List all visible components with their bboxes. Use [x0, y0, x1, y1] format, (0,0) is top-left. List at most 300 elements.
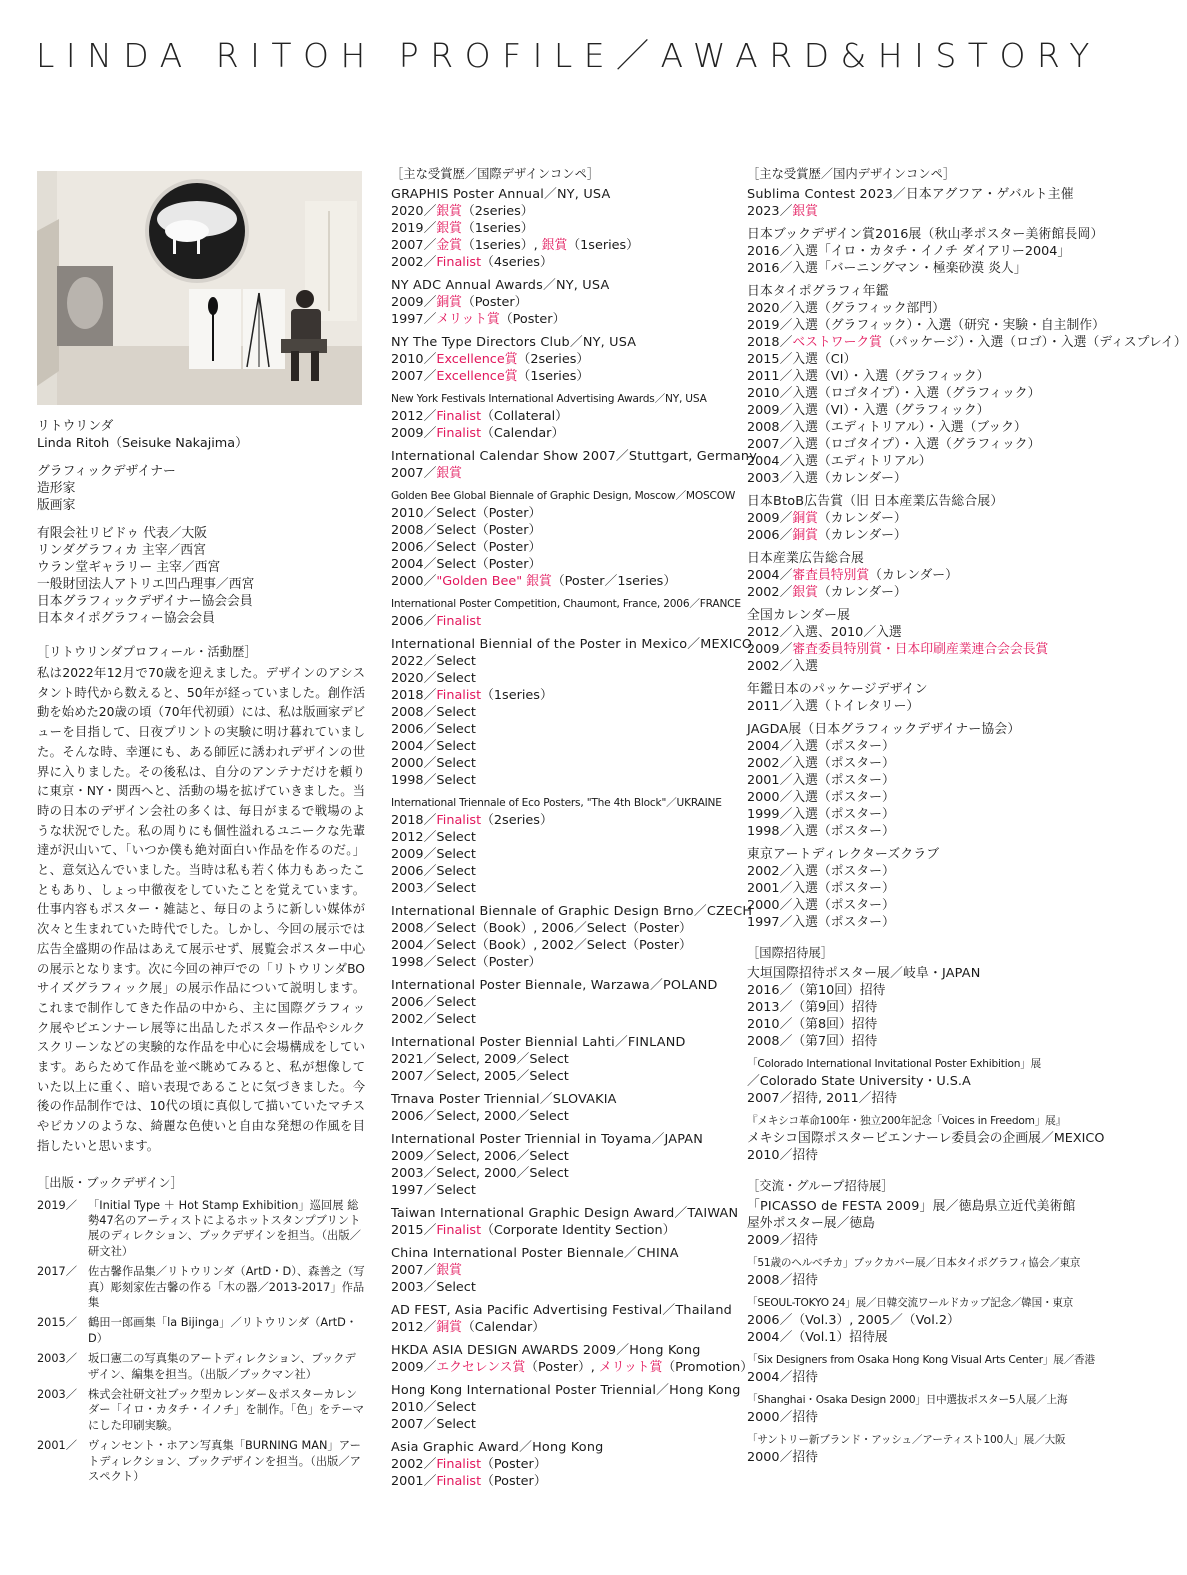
affiliation-item: 一般財団法人アトリエ凹凸理事／西宮 — [37, 577, 255, 592]
entry-line — [747, 510, 1087, 527]
entry-line — [391, 613, 731, 630]
entry-line — [391, 994, 731, 1011]
entry-text: （カレンダー） — [817, 585, 907, 600]
entry-text: 1997／Select — [391, 1183, 476, 1198]
entry-text: 2000／入選（ポスター） — [747, 898, 895, 913]
entry-text: 2008／（第7回）招待 — [747, 1034, 878, 1049]
award-entry — [747, 1432, 1087, 1466]
entry-text: 1998／入選（ポスター） — [747, 824, 895, 839]
entry-line — [747, 789, 1087, 806]
entry-line — [391, 425, 731, 442]
award-highlight: 銀賞 — [436, 466, 462, 481]
entry-text: 2007／ — [391, 369, 437, 384]
bio-text: 私は2022年12月で70歳を迎えました。デザインのアシスタント時代から数えると、50年が経っていました。創作活動を始めた20歳の頃（70年代初頭）には、私は版画家デビューを目指して、日夜プリントの実験に明け暮れていました。そんな時、幸運にも、ある師匠に誘われデザインの世界に入りました。その後私は、自分のアンテナだけを頼りに東京・NY・関西へと、活動の場を拡げていきました。当時の日本のデザイン会社の多くは、毎日がまるで戦場のような状況でした。私の周りにも個性溢れるユニークな先輩達が沢山いて、「いつか僕も絶対面白い作品を作るのだ。」と、意気込んでいました。当時は私も若く体力もあったこともあり、しょっ中徹夜をしていたことを覚えています。仕事内容もポスター・雑誌と、毎日のように新しい媒体が次々と生まれていた時代でした。しかし、今回の展示では広告全盛期の作品はあえて展示せず、展覧会ポスター中心の展示となります。次に今回の神戸での「リトウリンダBOサイズグラフィック展」の展示作品について説明します。これまで制作してきた作品の中から、主に国際グラフィック展やビエンナーレ展等に出品したポスター作品やシルクスクリーンなどの実験的な作品を中心に会場構成をしています。あらためて作品を並べ眺めてみると、私が想像していた以上に重く、暗い表現であることに気づきました。今後の作品制作では、10代の頃に真似して描いていたマチスやピカソのような、綺麗な色使いと自由な発想の作風を目指したいと思います。 — [37, 666, 365, 1153]
entry-line — [747, 243, 1087, 260]
entry-line — [747, 436, 1087, 453]
entry-text: 2000／入選（ポスター） — [747, 790, 895, 805]
entry-text: 2011／入選（VI）・入選（グラフィック） — [747, 369, 990, 384]
entry-heading: 日本産業広告総合展 — [747, 551, 864, 566]
entry-line — [391, 368, 731, 385]
entry-text: （1series） — [481, 688, 553, 703]
entry-line — [747, 999, 1087, 1016]
entry-line — [747, 806, 1087, 823]
entry-line — [747, 351, 1087, 368]
award-highlight: 銀賞 — [436, 204, 462, 219]
publications-list — [37, 1198, 365, 1485]
entry-text: 2006／Select, 2000／Select — [391, 1109, 569, 1124]
entry-line — [391, 1359, 754, 1376]
entry-text: 1997／入選（ポスター） — [747, 915, 895, 930]
entry-line — [391, 738, 731, 755]
entry-text: 2010／招待 — [747, 1148, 818, 1163]
entry-line — [391, 1399, 731, 1416]
publication-year: 2003／ — [37, 1388, 78, 1402]
entry-text: 2013／（第9回）招待 — [747, 1000, 878, 1015]
domestic-awards-list — [747, 186, 1187, 931]
entry-text: 2021／Select, 2009／Select — [391, 1052, 569, 1067]
entry-heading: International Poster Competition, Chaumont, France, 2006／FRANCE — [391, 598, 741, 610]
role-item: 造形家 — [37, 481, 76, 496]
entry-text: （Poster／1series） — [551, 574, 677, 589]
entry-line — [391, 687, 731, 704]
entry-line — [391, 1182, 731, 1199]
award-entry — [391, 1439, 731, 1490]
entry-text: 2006／Select — [391, 995, 476, 1010]
publication-year: 2015／ — [37, 1316, 78, 1330]
entry-text: メキシコ国際ポスタービエンナーレ委員会の企画展／MEXICO — [747, 1131, 1105, 1146]
award-entry — [391, 448, 757, 482]
entry-text: 2010／Select（Poster） — [391, 506, 542, 521]
award-entry — [391, 1091, 731, 1125]
entry-line — [747, 772, 1087, 789]
award-highlight: 銅賞 — [436, 1320, 462, 1335]
entry-line — [391, 704, 731, 721]
entry-text: 2009／ — [747, 642, 793, 657]
entry-line — [391, 721, 731, 738]
entry-text: 2002／入選（ポスター） — [747, 756, 895, 771]
entry-text: 2020／入選（グラフィック部門） — [747, 301, 945, 316]
entry-text: 2000／ — [391, 574, 437, 589]
entry-line — [747, 584, 1087, 601]
entry-line — [747, 527, 1087, 544]
award-highlight: 銀賞 — [792, 585, 818, 600]
entry-text: （Collateral） — [481, 409, 568, 424]
award-highlight: 審査員特別賞 — [792, 568, 870, 583]
name-english: Linda Ritoh（Seisuke Nakajima） — [37, 436, 248, 451]
entry-line — [747, 863, 1087, 880]
entry-text: （2series） — [517, 352, 590, 367]
entry-text: 2009／ — [391, 295, 437, 310]
entry-text: 2009／ — [747, 511, 793, 526]
roles-list — [37, 463, 365, 514]
award-entry — [391, 1342, 754, 1376]
entry-heading: Hong Kong International Poster Triennial／Hong Kong — [391, 1383, 741, 1398]
entry-line — [747, 880, 1087, 897]
entry-heading: NY The Type Directors Club／NY, USA — [391, 335, 637, 350]
award-highlight: Finalist — [436, 688, 482, 703]
award-entry — [747, 1255, 1087, 1289]
entry-text: （Poster） — [481, 1474, 547, 1489]
entry-text: 1997／ — [391, 312, 437, 327]
entry-text: 2004／招待 — [747, 1370, 818, 1385]
publication-text: 「Initial Type ＋ Hot Stamp Exhibition」巡回展 総勢47名のアーティストによるホットスタンプブリント展のディレクション、ブックデザインを担当。（出版／研文社） — [88, 1198, 361, 1258]
award-highlight: 審査委員特別賞・日本印刷産業連合会会長賞 — [792, 642, 1049, 657]
entry-line — [747, 1090, 1087, 1107]
entry-line — [391, 311, 731, 328]
award-highlight: 銀賞 — [792, 204, 818, 219]
entry-text: 2000／Select — [391, 756, 476, 771]
entry-line — [391, 1051, 731, 1068]
award-entry — [747, 1295, 1087, 1346]
entry-text: 2012／入選、2010／入選 — [747, 625, 902, 640]
award-entry — [747, 721, 1087, 840]
intl-awards-column — [391, 166, 757, 1496]
entry-text: 2009／入選（VI）・入選（グラフィック） — [747, 403, 990, 418]
page-title: LINDA RITOH PROFILE／AWARD&HISTORY — [36, 36, 1101, 75]
entry-text: 2012／ — [391, 409, 437, 424]
award-entry — [391, 277, 731, 328]
entry-text: （Calendar） — [481, 426, 565, 441]
entry-line — [747, 1033, 1087, 1050]
entry-line — [747, 1232, 1087, 1249]
entry-text: 2009／ — [391, 426, 437, 441]
entry-text: 2016／入選「バーニングマン・極楽砂漠 炎人」 — [747, 261, 1027, 276]
entry-text: （パッケージ）・入選（ロゴ）・入選（ディスプレイ） — [881, 335, 1187, 350]
entry-heading: International Calendar Show 2007／Stuttgart, Germany — [391, 449, 757, 464]
entry-line — [747, 738, 1087, 755]
award-entry — [747, 226, 1104, 277]
award-entry — [391, 1245, 731, 1296]
entry-text: （2series） — [481, 813, 553, 828]
award-highlight: "Golden Bee" 銀賞 — [436, 574, 552, 589]
entry-line — [747, 317, 1105, 334]
gallery-photo-illustration — [37, 171, 362, 405]
publication-text: ヴィンセント・ホアン写真集「BURNING MAN」アートディレクション、ブックデザインを担当。（出版／アスペクト） — [88, 1439, 361, 1484]
entry-text: 2008／Select（Book）, 2006／Select（Poster） — [391, 921, 692, 936]
intl-awards-list — [391, 186, 757, 1490]
entry-text: 1998／Select — [391, 773, 476, 788]
entry-line — [747, 897, 1087, 914]
award-entry — [747, 1056, 1087, 1107]
entry-heading: China International Poster Biennale／CHINA — [391, 1246, 679, 1261]
bio-heading: ［リトウリンダプロフィール・活動歴］ — [37, 645, 257, 659]
entry-line — [391, 863, 731, 880]
entry-text: 2010／ — [391, 352, 437, 367]
entry-text: 2019／入選（グラフィック）・入選（研究・実験・自主制作） — [747, 318, 1105, 333]
publication-text: 株式会社研文社ブック型カレンダー＆ポスターカレンダー「イロ・カタチ・イノチ」を制作。「色」をテーマにした印刷実験。 — [88, 1388, 365, 1432]
entry-text: 2001／ — [391, 1474, 437, 1489]
entry-line — [747, 385, 1087, 402]
publication-year: 2019／ — [37, 1198, 78, 1212]
entry-text: 2016／（第10回）招待 — [747, 983, 886, 998]
affiliation-item: 有限会社リビドゥ 代表／大阪 — [37, 526, 208, 541]
entry-line — [747, 368, 1087, 385]
entry-heading: 大垣国際招待ポスター展／岐阜・JAPAN — [747, 966, 981, 981]
award-entry — [391, 1205, 739, 1239]
entry-heading: Taiwan International Graphic Design Award／TAIWAN — [391, 1206, 739, 1221]
entry-line — [391, 1222, 731, 1239]
publication-year: 2017／ — [37, 1265, 78, 1279]
entry-line — [391, 556, 731, 573]
entry-heading: GRAPHIS Poster Annual／NY, USA — [391, 187, 611, 202]
entry-text: 2002／入選 — [747, 659, 818, 674]
entry-line — [747, 982, 1087, 999]
name-kana: リトウリンダ — [37, 419, 114, 434]
entry-text: 2006／ — [747, 528, 793, 543]
entry-line — [747, 1312, 1087, 1329]
entry-text: 屋外ポスター展／徳島 — [747, 1216, 875, 1231]
award-entry — [747, 186, 1087, 220]
award-entry — [391, 903, 753, 971]
entry-line — [747, 402, 1087, 419]
entry-text: 2010／Select — [391, 1400, 476, 1415]
award-highlight: Finalist — [436, 1223, 482, 1238]
entry-line — [747, 755, 1087, 772]
entry-text: 2016／入選「イロ・カタチ・イノチ ダイアリー2004」 — [747, 244, 1071, 259]
entry-heading: 『メキシコ革命100年・独立200年記念「Voices in Freedom」展』 — [747, 1115, 1066, 1127]
entry-heading: 「51歳のヘルベチカ」ブックカバー展／日本タイポグラフィ協会／東京 — [747, 1257, 1081, 1269]
entry-text: 2007／Select, 2005／Select — [391, 1069, 569, 1084]
entry-line — [747, 658, 1087, 675]
award-highlight: 銅賞 — [792, 528, 818, 543]
award-highlight: Excellence賞 — [436, 352, 518, 367]
entry-line — [391, 237, 731, 254]
invited-heading: ［国際招待展］ — [747, 946, 834, 960]
publication-item — [37, 1387, 365, 1433]
entry-line — [391, 294, 731, 311]
entry-line — [391, 220, 731, 237]
entry-line — [391, 846, 731, 863]
entry-text: 2001／入選（ポスター） — [747, 773, 895, 788]
entry-text: 2006／Select — [391, 722, 476, 737]
entry-line — [747, 641, 1087, 658]
entry-text: 2018／ — [747, 335, 793, 350]
award-highlight: メリット賞 — [436, 312, 500, 327]
entry-heading: International Poster Biennial Lahti／FINLAND — [391, 1035, 686, 1050]
entry-text: 1999／入選（ポスター） — [747, 807, 895, 822]
entry-text: （Calendar） — [461, 1320, 546, 1335]
group-heading: ［交流・グループ招待展］ — [747, 1179, 894, 1193]
entry-text: 2008／Select（Poster） — [391, 523, 542, 538]
award-highlight: 銅賞 — [792, 511, 818, 526]
entry-line — [747, 823, 1087, 840]
entry-heading: Golden Bee Global Biennale of Graphic Design, Moscow／MOSCOW — [391, 490, 736, 502]
entry-text: 2010／入選（ロゴタイプ）・入選（グラフィック） — [747, 386, 1041, 401]
entry-heading: New York Festivals International Advertising Awards／NY, USA — [391, 393, 707, 405]
entry-line — [747, 419, 1087, 436]
entry-text: ／Colorado State University・U.S.A — [747, 1074, 971, 1089]
entry-text: 2004／入選（エディトリアル） — [747, 454, 932, 469]
entry-text: （1series） — [461, 221, 534, 236]
entry-line — [391, 1456, 731, 1473]
entry-line — [391, 1473, 731, 1490]
entry-text: 2002／ — [391, 1457, 437, 1472]
award-highlight: Excellence賞 — [436, 369, 518, 384]
entry-text: 2006／Select — [391, 864, 476, 879]
entry-line — [747, 624, 1087, 641]
entry-line — [391, 1108, 731, 1125]
entry-line — [391, 1148, 731, 1165]
entry-text: （1series） — [567, 238, 639, 253]
award-highlight: Finalist — [436, 813, 482, 828]
entry-heading: 「SEOUL-TOKYO 24」展／日韓交流ワールドカップ記念／韓国・東京 — [747, 1297, 1074, 1309]
entry-text: （Corporate Identity Section） — [481, 1223, 676, 1238]
entry-text: 2010／（第8回）招待 — [747, 1017, 878, 1032]
publication-text: 坂口憲二の写真集のアートディレクション、ブックデザイン、編集を担当。（出版／ブックマン社） — [88, 1352, 356, 1381]
award-entry — [747, 1113, 1105, 1164]
entry-text: 2006／ — [391, 614, 437, 629]
domestic-awards-column — [747, 166, 1187, 1472]
entry-text: 2009／Select, 2006／Select — [391, 1149, 569, 1164]
award-highlight: 銅賞 — [436, 295, 462, 310]
entry-line — [391, 1262, 731, 1279]
entry-heading: International Triennale of Eco Posters, "The 4th Block"／UKRAINE — [391, 797, 722, 809]
entry-line — [391, 1011, 731, 1028]
award-highlight: ベストワーク賞 — [792, 335, 882, 350]
entry-heading: 「PICASSO de FESTA 2009」展／徳島県立近代美術館 — [747, 1199, 1076, 1214]
award-highlight: Finalist — [436, 426, 482, 441]
entry-heading: International Poster Triennial in Toyama／JAPAN — [391, 1132, 704, 1147]
entry-text: 2002／ — [391, 255, 437, 270]
entry-text: 2004／Select（Book）, 2002／Select（Poster） — [391, 938, 692, 953]
affiliations-list — [37, 525, 365, 627]
entry-heading: Sublima Contest 2023／日本アグフア・ゲバルト主催 — [747, 187, 1074, 202]
entry-line — [747, 1016, 1087, 1033]
award-entry — [747, 1198, 1087, 1249]
entry-line — [747, 1147, 1087, 1164]
award-entry — [747, 550, 1087, 601]
entry-line — [747, 1329, 1087, 1346]
entry-text: 2012／Select — [391, 830, 476, 845]
entry-text: 2007／ — [391, 1263, 437, 1278]
affiliation-item: 日本グラフィックデザイナー協会会員 — [37, 594, 253, 609]
domestic-heading: ［主な受賞歴／国内デザインコンペ］ — [747, 167, 956, 181]
entry-text: （Poster）, — [525, 1360, 599, 1375]
entry-heading: AD FEST, Asia Pacific Advertising Festival／Thailand — [391, 1303, 732, 1318]
entry-text: （カレンダー） — [817, 511, 907, 526]
intl-heading: ［主な受賞歴／国際デザインコンペ］ — [391, 167, 600, 181]
entry-heading: International Biennial of the Poster in Mexico／MEXICO — [391, 637, 753, 652]
entry-text: 2020／ — [391, 204, 437, 219]
award-entry — [391, 1034, 731, 1085]
entry-heading: JAGDA展（日本グラフィックデザイナー協会） — [747, 722, 1021, 737]
entry-heading: 「Shanghai・Osaka Design 2000」日中選抜ポスター5人展／上海 — [747, 1394, 1068, 1406]
entry-line — [747, 1215, 1087, 1232]
entry-heading: Trnava Poster Triennial／SLOVAKIA — [391, 1092, 617, 1107]
entry-line — [391, 203, 731, 220]
entry-text: 2003／Select — [391, 881, 476, 896]
award-highlight: メリット賞 — [598, 1360, 663, 1375]
entry-heading: 「サントリー新ブランド・アッシュ／アーティスト100人」展／大阪 — [747, 1434, 1066, 1446]
entry-text: （Poster） — [499, 312, 566, 327]
award-highlight: Finalist — [436, 409, 482, 424]
entry-line — [391, 1416, 731, 1433]
entry-line — [747, 453, 1087, 470]
role-item: 版画家 — [37, 498, 76, 513]
entry-line — [747, 334, 1187, 351]
entry-text: 2008／入選（エディトリアル）・入選（ブック） — [747, 420, 1027, 435]
entry-text: 2004／Select — [391, 739, 476, 754]
entry-line — [391, 954, 731, 971]
entry-line — [391, 505, 731, 522]
entry-text: （Poster） — [481, 1457, 547, 1472]
publication-item — [37, 1264, 365, 1310]
entry-line — [391, 1319, 731, 1336]
entry-text: 2008／招待 — [747, 1273, 818, 1288]
entry-text: 2007／Select — [391, 1417, 476, 1432]
entry-line — [391, 1165, 731, 1182]
entry-heading: NY ADC Annual Awards／NY, USA — [391, 278, 610, 293]
entry-heading: 日本BtoB広告賞（旧 日本産業広告総合展） — [747, 494, 1004, 509]
publication-year: 2003／ — [37, 1352, 78, 1366]
award-entry — [747, 493, 1087, 544]
entry-line — [747, 1449, 1087, 1466]
entry-text: 2004／Select（Poster） — [391, 557, 542, 572]
entry-line — [747, 260, 1087, 277]
award-highlight: 銀賞 — [541, 238, 568, 253]
publication-year: 2001／ — [37, 1439, 78, 1453]
entry-text: （カレンダー） — [869, 568, 958, 583]
entry-text: 2002／入選（ポスター） — [747, 864, 895, 879]
award-entry — [391, 488, 736, 590]
entry-text: 2004／（Vol.1）招待展 — [747, 1330, 888, 1345]
entry-line — [391, 670, 731, 687]
award-entry — [747, 283, 1187, 487]
entry-line — [391, 829, 731, 846]
entry-text: 2001／入選（ポスター） — [747, 881, 895, 896]
entry-text: 2000／招待 — [747, 1450, 818, 1465]
entry-heading: International Biennale of Graphic Design Brno／CZECH — [391, 904, 753, 919]
entry-text: 2022／Select — [391, 654, 476, 669]
entry-line — [747, 1409, 1087, 1426]
publication-item — [37, 1438, 365, 1484]
affiliation-item: ウラン堂ギャラリー 主宰／西宮 — [37, 560, 221, 575]
entry-text: （1series）, — [461, 238, 542, 253]
award-highlight: 金賞 — [436, 238, 462, 253]
entry-text: 2018／ — [391, 813, 437, 828]
entry-text: （4series） — [481, 255, 553, 270]
entry-text: 2023／ — [747, 204, 793, 219]
entry-line — [747, 914, 1087, 931]
entry-heading: 東京アートディレクターズクラブ — [747, 847, 940, 862]
entry-line — [391, 920, 731, 937]
group-exhibitions-list — [747, 1198, 1095, 1466]
entry-line — [747, 567, 1087, 584]
award-highlight: エクセレンス賞 — [436, 1360, 526, 1375]
entry-text: 2018／ — [391, 688, 437, 703]
award-entry — [391, 1382, 741, 1433]
entry-line — [391, 880, 731, 897]
entry-text: 2015／ — [391, 1223, 437, 1238]
affiliation-item: 日本タイポグラフィー協会会員 — [37, 611, 215, 626]
entry-text: （カレンダー） — [817, 528, 907, 543]
award-entry — [391, 186, 731, 271]
entry-line — [747, 300, 1087, 317]
entry-text: 2007／入選（ロゴタイプ）・入選（グラフィック） — [747, 437, 1041, 452]
entry-text: 2009／ — [391, 1360, 437, 1375]
publications-heading: ［出版・ブックデザイン］ — [37, 1175, 183, 1190]
award-entry — [747, 846, 1087, 931]
entry-line — [391, 1068, 731, 1085]
entry-text: 2011／入選（トイレタリー） — [747, 699, 920, 714]
entry-text: 2002／ — [747, 585, 793, 600]
award-entry — [391, 977, 731, 1028]
entry-heading: International Poster Biennale, Warzawa／POLAND — [391, 978, 718, 993]
entry-text: 2003／Select — [391, 1280, 476, 1295]
award-highlight: Finalist — [436, 614, 482, 629]
entry-text: 2019／ — [391, 221, 437, 236]
entry-text: （Promotion） — [662, 1360, 754, 1375]
